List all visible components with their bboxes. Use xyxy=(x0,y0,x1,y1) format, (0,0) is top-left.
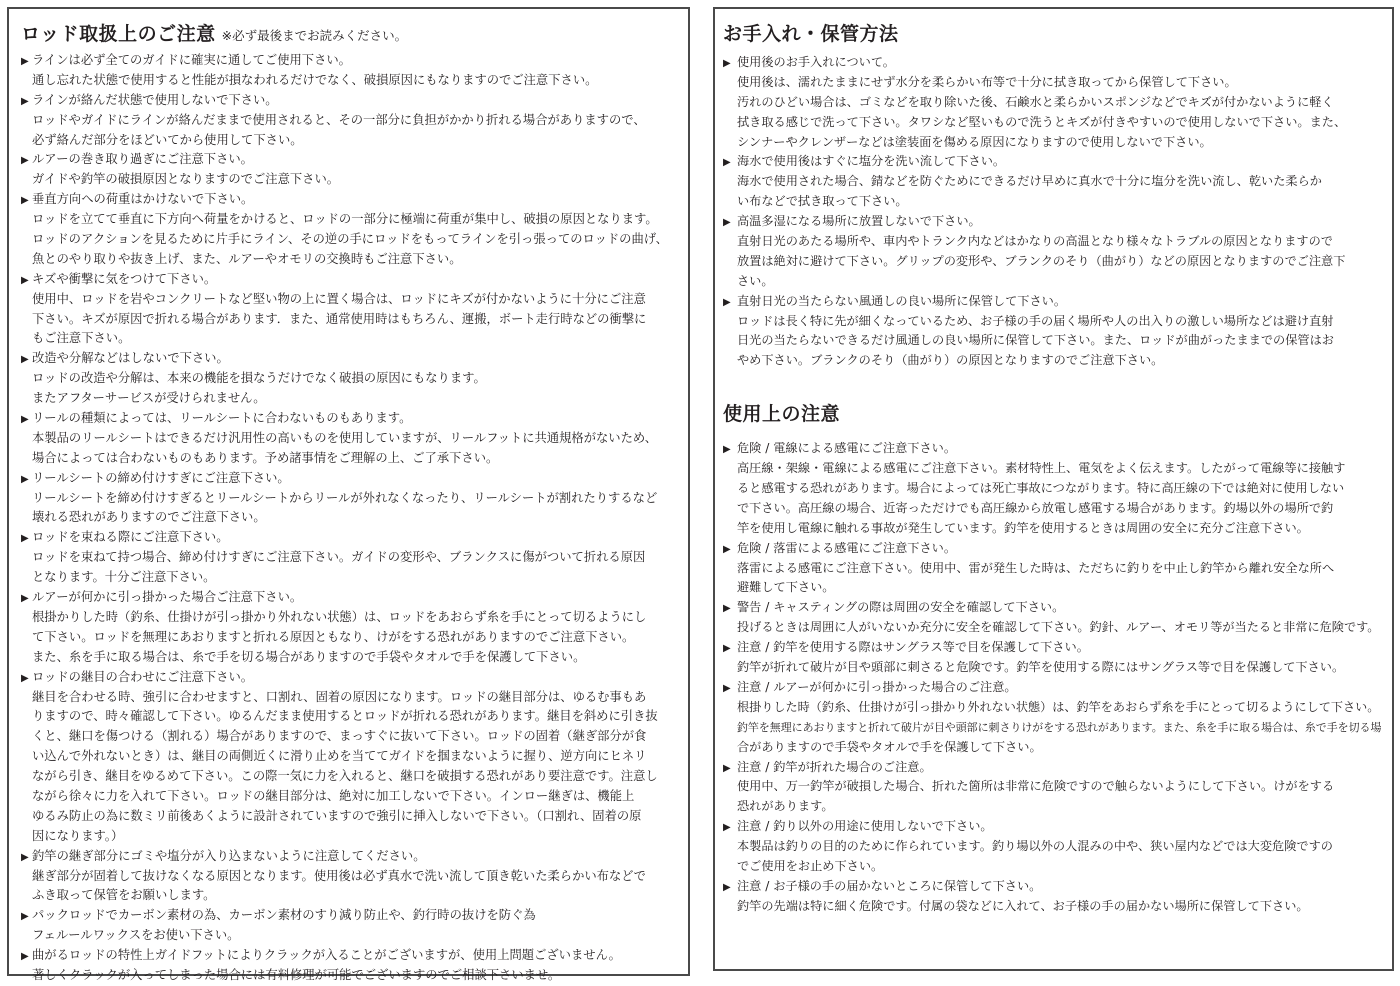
triangle-bullet-icon: ▶ xyxy=(21,95,29,107)
notice-item xyxy=(21,150,680,190)
notice-item-text: 通し忘れた状態で使用すると性能が損なわれるだけでなく、破損原因にもなりますのでご注意下さい。 xyxy=(32,72,598,87)
notice-item-text: 継ぎ部分が固着して抜けなくなる原因となります。使用後は必ず真水で洗い流して頂き乾いた柔らかい布などで xyxy=(32,868,646,883)
notice-item xyxy=(723,678,1386,758)
notice-item-title xyxy=(21,91,680,111)
rod-handling-heading-row xyxy=(21,19,680,49)
notice-item-title-text: キズや衝撃に気をつけて下さい。 xyxy=(32,271,217,286)
notice-item-text: て下さい。ロッドを無理にあおりますと折れる原因ともなり、けがをする恐れがありますのでご注意下さい。 xyxy=(32,629,635,644)
notice-item-text: ロッドを立てて垂直に下方向へ荷量をかけると、ロッドの一部分に極端に荷重が集中し、破損の原因となります。 xyxy=(32,212,658,227)
notice-item-title xyxy=(723,817,1386,837)
notice-item-text: 必ず絡んだ部分をほどいてから使用して下さい。 xyxy=(32,132,303,147)
triangle-bullet-icon: ▶ xyxy=(21,274,29,286)
notice-item-text: 海水で使用された場合、錆などを防ぐためにできるだけ早めに真水で十分に塩分を洗い流し、乾いた柔らか xyxy=(737,174,1322,189)
triangle-bullet-icon: ▶ xyxy=(21,593,29,605)
notice-item-title-text: 危険 / 電線による感電にご注意下さい。 xyxy=(737,441,957,456)
notice-item-title xyxy=(723,152,1386,172)
notice-item-text: 釣竿の先端は特に細く危険です。付属の袋などに入れて、お子様の手の届かない場所に保管して下さい。 xyxy=(737,898,1309,913)
triangle-bullet-icon: ▶ xyxy=(723,58,731,69)
notice-item xyxy=(21,349,680,409)
notice-item-title-text: 注意 / 釣り以外の用途に使用しないで下さい。 xyxy=(737,819,993,834)
notice-item xyxy=(723,539,1386,599)
notice-item-title xyxy=(723,212,1386,232)
notice-item-text: ると感電する恐れがあります。場合によっては死亡事故につながります。特に高圧線の下では絶対に使用しない xyxy=(737,481,1345,496)
notice-item-text: でご使用をお止め下さい。 xyxy=(737,858,884,873)
notice-item-title xyxy=(21,588,680,608)
notice-item-text: ロッドの改造や分解は、本来の機能を損なうだけでなく破損の原因にもなります。 xyxy=(32,371,486,386)
triangle-bullet-icon: ▶ xyxy=(21,951,29,963)
notice-item-text: 高圧線・架線・電線による感電にご注意下さい。素材特性上、電気をよく伝えます。したがって電線等に接触す xyxy=(737,461,1346,476)
notice-item xyxy=(723,877,1386,917)
triangle-bullet-icon: ▶ xyxy=(21,473,29,485)
notice-item-title xyxy=(21,150,680,170)
triangle-bullet-icon: ▶ xyxy=(21,851,29,863)
notice-item-title-text: 高温多湿になる場所に放置しないで下さい。 xyxy=(737,214,981,229)
notice-item xyxy=(723,212,1386,292)
notice-item-text: 根掛かりした時（釣糸、仕掛けが引っ掛かり外れない状態）は、ロッドをあおらず糸を手にとって切るようにし xyxy=(32,609,647,624)
notice-item-text: 汚れのひどい場合は、ゴミなどを取り除いた後、石鹸水と柔らかいスポンジなどでキズが付かないように軽く xyxy=(737,94,1334,109)
notice-item-text: 落雷による感電にご注意下さい。使用中、雷が発生した時は、ただちに釣りを中止し釣竿から離れ安全な所へ xyxy=(737,560,1335,575)
notice-item-title xyxy=(21,270,680,290)
notice-item-title xyxy=(723,598,1386,618)
notice-item-text: ロッドを束ねて持つ場合、締め付けすぎにご注意下さい。ガイドの変形や、ブランクスに傷がついて折れる原因 xyxy=(32,550,646,565)
triangle-bullet-icon: ▶ xyxy=(21,533,29,545)
notice-item-text: ふき取って保管をお願いします。 xyxy=(32,888,216,903)
notice-item-text: 著しくクラックが入ってしまった場合には有料修理が可能でございますのでご相談下さいませ。 xyxy=(32,967,561,982)
notice-item-title-text: 海水で使用後はすぐに塩分を洗い流して下さい。 xyxy=(737,154,1006,169)
notice-item-text: 場合によっては合わないものもあります。予め諸事情をご理解の上、ご了承下さい。 xyxy=(32,450,499,465)
triangle-bullet-icon: ▶ xyxy=(21,672,29,684)
care-usage-panel xyxy=(713,7,1394,971)
notice-item-text: ロッドやガイドにラインが絡んだままで使用されると、その一部分に負担がかかり折れる場合がありますので、 xyxy=(32,112,646,127)
notice-item-text: 魚とのやり取りや抜き上げ、また、ルアーやオモリの交換時もご注意下さい。 xyxy=(32,251,462,266)
notice-item-title xyxy=(21,668,680,688)
notice-item-title-text: リールシートの締め付けすぎにご注意下さい。 xyxy=(32,470,290,485)
notice-item-text: 竿を使用し電線に触れる事故が発生しています。釣竿を使用するときは周囲の安全に充分ご注意下さい。 xyxy=(737,520,1309,535)
notice-item-text: 合がありますので手袋やタオルで手を保護して下さい。 xyxy=(737,739,1042,754)
usage-heading-row xyxy=(723,399,1386,429)
notice-item xyxy=(21,906,680,946)
triangle-bullet-icon: ▶ xyxy=(723,881,731,893)
notice-item-title-text: 危険 / 落雷による感電にご注意下さい。 xyxy=(737,540,957,555)
notice-item xyxy=(723,817,1386,877)
notice-item xyxy=(723,758,1386,818)
notice-item-text: ながら引き、継目をゆるめて下さい。この際一気に力を入れると、継口を破損する恐れがあり要注意です。注意し xyxy=(32,769,658,784)
notice-item-title-text: 釣竿の継ぎ部分にゴミや塩分が入り込まないように注意してください。 xyxy=(32,848,426,863)
notice-item-title-text: 注意 / ルアーが何かに引っ掛かった場合のご注意。 xyxy=(737,679,1017,694)
notice-item-title-text: 直射日光の当たらない風通しの良い場所に保管して下さい。 xyxy=(737,293,1067,308)
notice-item-text: もご注意下さい。 xyxy=(32,331,131,346)
notice-item-text: 下さい。キズが原因で折れる場合があります．また、通常使用時はもちろん、運搬，ボート走行時などの衝撃に xyxy=(32,311,647,326)
usage-section xyxy=(723,399,1386,916)
care-heading-row xyxy=(723,19,1386,49)
triangle-bullet-icon: ▶ xyxy=(723,296,731,308)
triangle-bullet-icon: ▶ xyxy=(21,354,29,366)
care-list xyxy=(723,53,1386,371)
rod-handling-panel xyxy=(7,7,690,982)
notice-item xyxy=(21,946,680,986)
notice-item-title-text: 垂直方向への荷重はかけないで下さい。 xyxy=(32,192,254,207)
notice-item-title xyxy=(21,349,680,369)
notice-item-title xyxy=(723,678,1386,698)
triangle-bullet-icon: ▶ xyxy=(723,543,731,555)
notice-item-text: またアフターサービスが受けられません。 xyxy=(32,391,266,406)
notice-item-title xyxy=(21,528,680,548)
notice-item xyxy=(21,528,680,588)
notice-item-title xyxy=(21,847,680,867)
notice-item xyxy=(21,847,680,907)
notice-item-text: りますので、時々確認して下さい。ゆるんだまま使用するとロッドが折れる恐れがあります。継目を斜めに引き抜 xyxy=(32,709,658,724)
notice-item-title-text: 注意 / 釣竿を使用する際はサングラス等で目を保護して下さい。 xyxy=(737,640,1089,655)
notice-item xyxy=(21,190,680,270)
notice-item-text: 本製品は釣りの目的のために作られています。釣り場以外の人混みの中や、狭い屋内などでは大変危険ですの xyxy=(737,839,1333,854)
notice-item-text: くと、継口を傷つける（割れる）場合がありますので、まっすぐに抜いて下さい。ロッドの固着（継ぎ部分が食 xyxy=(32,729,647,744)
notice-item xyxy=(723,439,1386,538)
triangle-bullet-icon: ▶ xyxy=(723,603,731,615)
notice-item-text: 釣竿が折れて破片が目や頭部に刺さると危険です。釣竿を使用する際にはサングラス等で目を保護して下さい。 xyxy=(737,660,1345,675)
triangle-bullet-icon: ▶ xyxy=(21,155,29,167)
notice-item-title-text: 注意 / 釣竿が折れた場合のご注意。 xyxy=(737,759,932,774)
notice-item-title xyxy=(723,877,1386,897)
triangle-bullet-icon: ▶ xyxy=(723,444,731,456)
notice-item-text: やめ下さい。ブランクのそり（曲がり）の原因となりますのでご注意下さい。 xyxy=(737,353,1164,368)
notice-item-text: 拭き取る感じで洗って下さい。タワシなど堅いもので洗うとキズが付きやすいので使用しないで下さい。また、 xyxy=(737,114,1347,129)
notice-item-text: 根掛りした時（釣糸、仕掛けが引っ掛かり外れない状態）は、釣竿をあおらず糸を手にとって切るようにして下さい。 xyxy=(737,699,1380,714)
notice-item-title xyxy=(723,292,1386,312)
notice-item xyxy=(723,53,1386,152)
notice-item xyxy=(723,638,1386,678)
notice-item-text: 放置は絶対に避けて下さい。グリップの変形や、ブランクのそり（曲がり）などの原因となりますのでご注意下 xyxy=(737,253,1346,268)
triangle-bullet-icon: ▶ xyxy=(723,643,731,655)
notice-item-title-text: 使用後のお手入れについて。 xyxy=(737,55,895,69)
notice-item-text: で下さい。高圧線の場合、近寄っただけでも高圧線から放電し感電する場合があります。釣場以外の場所で釣 xyxy=(737,500,1334,515)
notice-item-title-text: 曲がるロッドの特性上ガイドフットによりクラックが入ることがございますが、使用上問題ございません。 xyxy=(32,948,621,963)
notice-item-title-text: 改造や分解などはしないで下さい。 xyxy=(32,351,229,366)
notice-item-title xyxy=(723,539,1386,559)
triangle-bullet-icon: ▶ xyxy=(21,195,29,207)
triangle-bullet-icon: ▶ xyxy=(21,414,29,426)
notice-item-text: 投げるときは周囲に人がいないか充分に安全を確認して下さい。釣針、ルアー、オモリ等が当たると非常に危険です。 xyxy=(737,620,1380,635)
notice-item-text: となります。十分ご注意下さい。 xyxy=(32,570,216,585)
notice-item-text: 避難して下さい。 xyxy=(737,580,835,595)
notice-item-title xyxy=(21,469,680,489)
triangle-bullet-icon: ▶ xyxy=(723,762,731,774)
notice-item-title-text: ラインが絡んだ状態で使用しないで下さい。 xyxy=(32,92,278,107)
notice-item xyxy=(21,409,680,469)
notice-item-title-text: ラインは必ず全てのガイドに確実に通してご使用下さい。 xyxy=(32,53,351,67)
notice-item-text: さい。 xyxy=(737,273,774,288)
notice-item-title-text: ルアーの巻き取り過ぎにご注意下さい。 xyxy=(32,152,253,167)
triangle-bullet-icon: ▶ xyxy=(723,217,731,229)
notice-item-text: い込んで外れないとき）は、継目の両側近くに滑り止めを当ててガイドを掴まないように握り、逆方向にヒネリ xyxy=(32,749,647,764)
notice-item-text: 日光の当たらないできるだけ風通しの良い場所に保管して下さい。また、ロッドが曲がったままでの保管はお xyxy=(737,333,1334,348)
notice-item xyxy=(21,469,680,529)
notice-item-text: また、糸を手に取る場合は、糸で手を切る場合がありますので手袋やタオルで手を保護して下さい。 xyxy=(32,649,586,664)
notice-item-title xyxy=(723,758,1386,778)
notice-item-text: 恐れがあります。 xyxy=(737,799,834,814)
triangle-bullet-icon: ▶ xyxy=(21,911,29,923)
notice-item-title xyxy=(723,439,1386,459)
notice-item-title-text: パックロッドでカーボン素材の為、カーボン素材のすり減り防止や、釣行時の抜けを防ぐ為 xyxy=(32,908,536,923)
usage-title: 使用上の注意 xyxy=(723,403,841,426)
notice-item-text: ロッドのアクションを見るために片手にライン、その逆の手にロッドをもってラインを引っ張ってのロッドの曲げ、 xyxy=(32,232,668,247)
notice-item-title-text: 警告 / キャスティングの際は周囲の安全を確認して下さい。 xyxy=(737,600,1065,615)
notice-item-title-text: 注意 / お子様の手の届かないところに保管して下さい。 xyxy=(737,878,1042,893)
notice-item-title xyxy=(723,638,1386,658)
notice-item xyxy=(21,588,680,668)
rod-handling-list xyxy=(21,51,680,986)
notice-item-text: シンナーやクレンザーなどは塗装面を傷める原因になりますので使用しないで下さい。 xyxy=(737,134,1212,149)
notice-item-text: ゆるみ防止の為に数ミリ前後あくように設計されていますので強引に挿入しないで下さい。（口割れ、固着の原 xyxy=(32,808,642,823)
notice-item-title xyxy=(21,51,680,71)
notice-item-text: 因になります。） xyxy=(32,828,124,843)
notice-item-text: 壊れる恐れがありますのでご注意下さい。 xyxy=(32,510,266,525)
notice-item-text: 釣竿を無理にあおりますと折れて破片が目や頭部に刺さりけがをする恐れがあります。また、糸を手に取る場合は、糸で手を切る場 xyxy=(737,720,1382,734)
notice-item-text: い布などで拭き取って下さい。 xyxy=(737,194,908,209)
notice-item-title xyxy=(723,53,1386,73)
notice-item xyxy=(21,91,680,151)
triangle-bullet-icon: ▶ xyxy=(723,822,731,834)
notice-item-title-text: ロッドの継目の合わせにご注意下さい。 xyxy=(32,669,254,684)
notice-item xyxy=(723,598,1386,638)
notice-item-text: 直射日光のあたる場所や、車内やトランク内などはかなりの高温となり様々なトラブルの原因となりますので xyxy=(737,234,1333,249)
notice-item-text: 継目を合わせる時、強引に合わせますと、口割れ、固着の原因になります。ロッドの継目部分は、ゆるむ事もあ xyxy=(32,689,647,704)
usage-list xyxy=(723,439,1386,916)
notice-item-text: フェルールワックスをお使い下さい。 xyxy=(32,928,240,943)
notice-item xyxy=(21,668,680,847)
notice-item-title xyxy=(21,190,680,210)
notice-item-title xyxy=(21,906,680,926)
notice-item xyxy=(723,292,1386,372)
notice-item-text: ロッドは長く特に先が細くなっているため、お子様の手の届く場所や人の出入りの激しい場所などは避け直射 xyxy=(737,313,1334,328)
notice-item-title xyxy=(21,409,680,429)
notice-item-title-text: リールの種類によっては、リールシートに合わないものもあります。 xyxy=(32,411,412,426)
notice-item xyxy=(723,152,1386,212)
notice-item xyxy=(21,51,680,91)
rod-handling-note: ※必ず最後までお読みください。 xyxy=(221,28,408,43)
notice-item-title-text: ロッドを束ねる際にご注意下さい。 xyxy=(32,530,229,545)
triangle-bullet-icon: ▶ xyxy=(723,157,731,169)
notice-item-text: 使用後は、濡れたままにせず水分を柔らかい布等で十分に拭き取ってから保管して下さい。 xyxy=(737,74,1237,89)
triangle-bullet-icon: ▶ xyxy=(723,682,731,694)
notice-item-text: 本製品のリールシートはできるだけ汎用性の高いものを使用していますが、リールフットに共通規格がないため、 xyxy=(32,430,657,445)
care-title: お手入れ・保管方法 xyxy=(723,23,899,45)
notice-item-title xyxy=(21,946,680,966)
notice-item-text: 使用中、万一釣竿が破損した場合、折れた箇所は非常に危険ですので触らないようにして下さい。けがをする xyxy=(737,779,1335,794)
notice-item-text: 使用中、ロッドを岩やコンクリートなど堅い物の上に置く場合は、ロッドにキズが付かないように十分にご注意 xyxy=(32,291,646,306)
triangle-bullet-icon: ▶ xyxy=(21,56,29,67)
notice-item-text: ながら徐々に力を入れて下さい。ロッドの継目部分は、絶対に加工しないで下さい。インロー継ぎは、機能上 xyxy=(32,788,635,803)
rod-handling-title: ロッド取扱上のご注意 xyxy=(21,23,216,45)
notice-item-text: ガイドや釣竿の破損原因となりますのでご注意下さい。 xyxy=(32,172,340,187)
notice-item-title-text: ルアーが何かに引っ掛かった場合ご注意下さい。 xyxy=(32,590,303,605)
notice-item xyxy=(21,270,680,350)
notice-item-text: リールシートを締め付けすぎるとリールシートからリールが外れなくなったり、リールシートが割れたりするなど xyxy=(32,490,658,505)
